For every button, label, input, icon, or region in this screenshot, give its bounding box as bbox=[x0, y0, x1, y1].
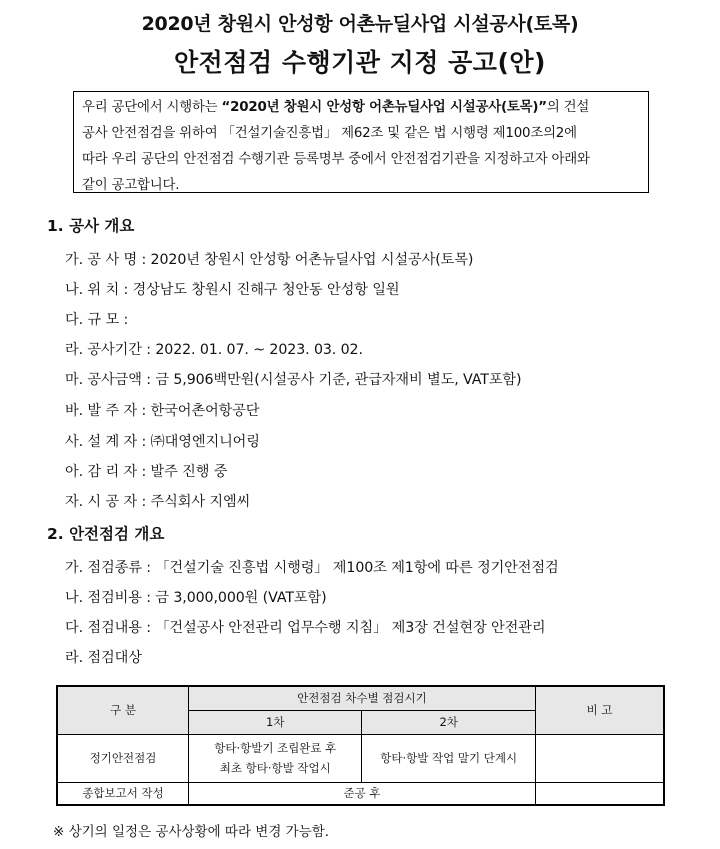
notice-line-4: 같이 공고합니다. bbox=[82, 178, 180, 193]
notice-line-3: 따라 우리 공단의 안전점검 수행기관 등록명부 중에서 안전점검기관을 지정하고자 아래와 bbox=[82, 152, 590, 167]
cell-remarks-row-2 bbox=[535, 782, 664, 805]
section-1-item: 라. 공사기간 : 2022. 01. 07. ~ 2023. 03. 02. bbox=[65, 342, 363, 358]
notice-line-1 bbox=[82, 95, 640, 121]
notice-project-name: “2020년 창원시 안성항 어촌뉴딜사업 시설공사(토목)” bbox=[221, 100, 547, 115]
section-1-item: 마. 공사금액 : 금 5,906백만원(시설공사 기준, 관급자재비 별도, VAT포함) bbox=[65, 372, 522, 388]
row-label-summary-report: 종합보고서 작성 bbox=[57, 782, 189, 805]
header-round-1: 1차 bbox=[189, 710, 362, 734]
cell-round-1-line-2: 최초 항타·항발 작업시 bbox=[219, 761, 331, 775]
section-2-item: 나. 점검비용 : 금 3,000,000원 (VAT포함) bbox=[65, 590, 327, 606]
notice-box bbox=[73, 91, 649, 193]
notice-line-1-post: 의 건설 bbox=[546, 100, 590, 115]
notice-line-1-pre: 우리 공단에서 시행하는 bbox=[82, 100, 222, 115]
section-1-item: 나. 위 치 : 경상남도 창원시 진해구 청안동 안성항 일원 bbox=[65, 282, 400, 298]
header-remarks: 비 고 bbox=[535, 686, 664, 734]
section-2-item: 라. 점검대상 bbox=[65, 650, 142, 666]
row-label-regular-inspection: 정기안전점검 bbox=[57, 734, 189, 782]
document-subtitle: 안전점검 수행기관 지정 공고(안) bbox=[174, 48, 546, 77]
document-title: 2020년 창원시 안성항 어촌뉴딜사업 시설공사(토목) bbox=[141, 13, 579, 35]
cell-round-2-timing: 항타·항발 작업 말기 단계시 bbox=[362, 734, 535, 782]
cell-summary-report-timing: 준공 후 bbox=[189, 782, 536, 805]
section-2-item: 다. 점검내용 : 「건설공사 안전관리 업무수행 지침」 제3장 건설현장 안전관리 bbox=[65, 620, 546, 636]
header-category: 구 분 bbox=[57, 686, 189, 734]
section-1-item: 자. 시 공 자 : 주식회사 지엠씨 bbox=[65, 494, 251, 510]
cell-remarks-row-1 bbox=[535, 734, 664, 782]
section-1-item: 아. 감 리 자 : 발주 진행 중 bbox=[65, 464, 228, 480]
section-2-item: 가. 점검종류 : 「건설기술 진흥법 시행령」 제100조 제1항에 따른 정기안전점검 bbox=[65, 560, 559, 576]
cell-round-1-timing bbox=[189, 734, 362, 782]
cell-round-1-line-1: 항타·항발기 조립완료 후 bbox=[214, 741, 337, 755]
section-1-item: 가. 공 사 명 : 2020년 창원시 안성항 어촌뉴딜사업 시설공사(토목) bbox=[65, 252, 474, 268]
notice-line-2: 공사 안전점검을 위하여 「건설기술진흥법」 제62조 및 같은 법 시행령 제100조의2에 bbox=[82, 126, 577, 141]
footnote: ※ 상기의 일정은 공사상황에 따라 변경 가능함. bbox=[53, 824, 330, 840]
header-inspection-timing: 안전점검 차수별 점검시기 bbox=[189, 686, 536, 710]
header-round-2: 2차 bbox=[362, 710, 535, 734]
section-1-item: 사. 설 계 자 : ㈜대영엔지니어링 bbox=[65, 434, 260, 450]
section-1-item: 바. 발 주 자 : 한국어촌어항공단 bbox=[65, 403, 260, 419]
inspection-schedule-table bbox=[56, 685, 665, 806]
section-1-item: 다. 규 모 : bbox=[65, 312, 129, 328]
section-2-heading: 2. 안전점검 개요 bbox=[47, 525, 165, 543]
section-1-heading: 1. 공사 개요 bbox=[47, 217, 135, 235]
